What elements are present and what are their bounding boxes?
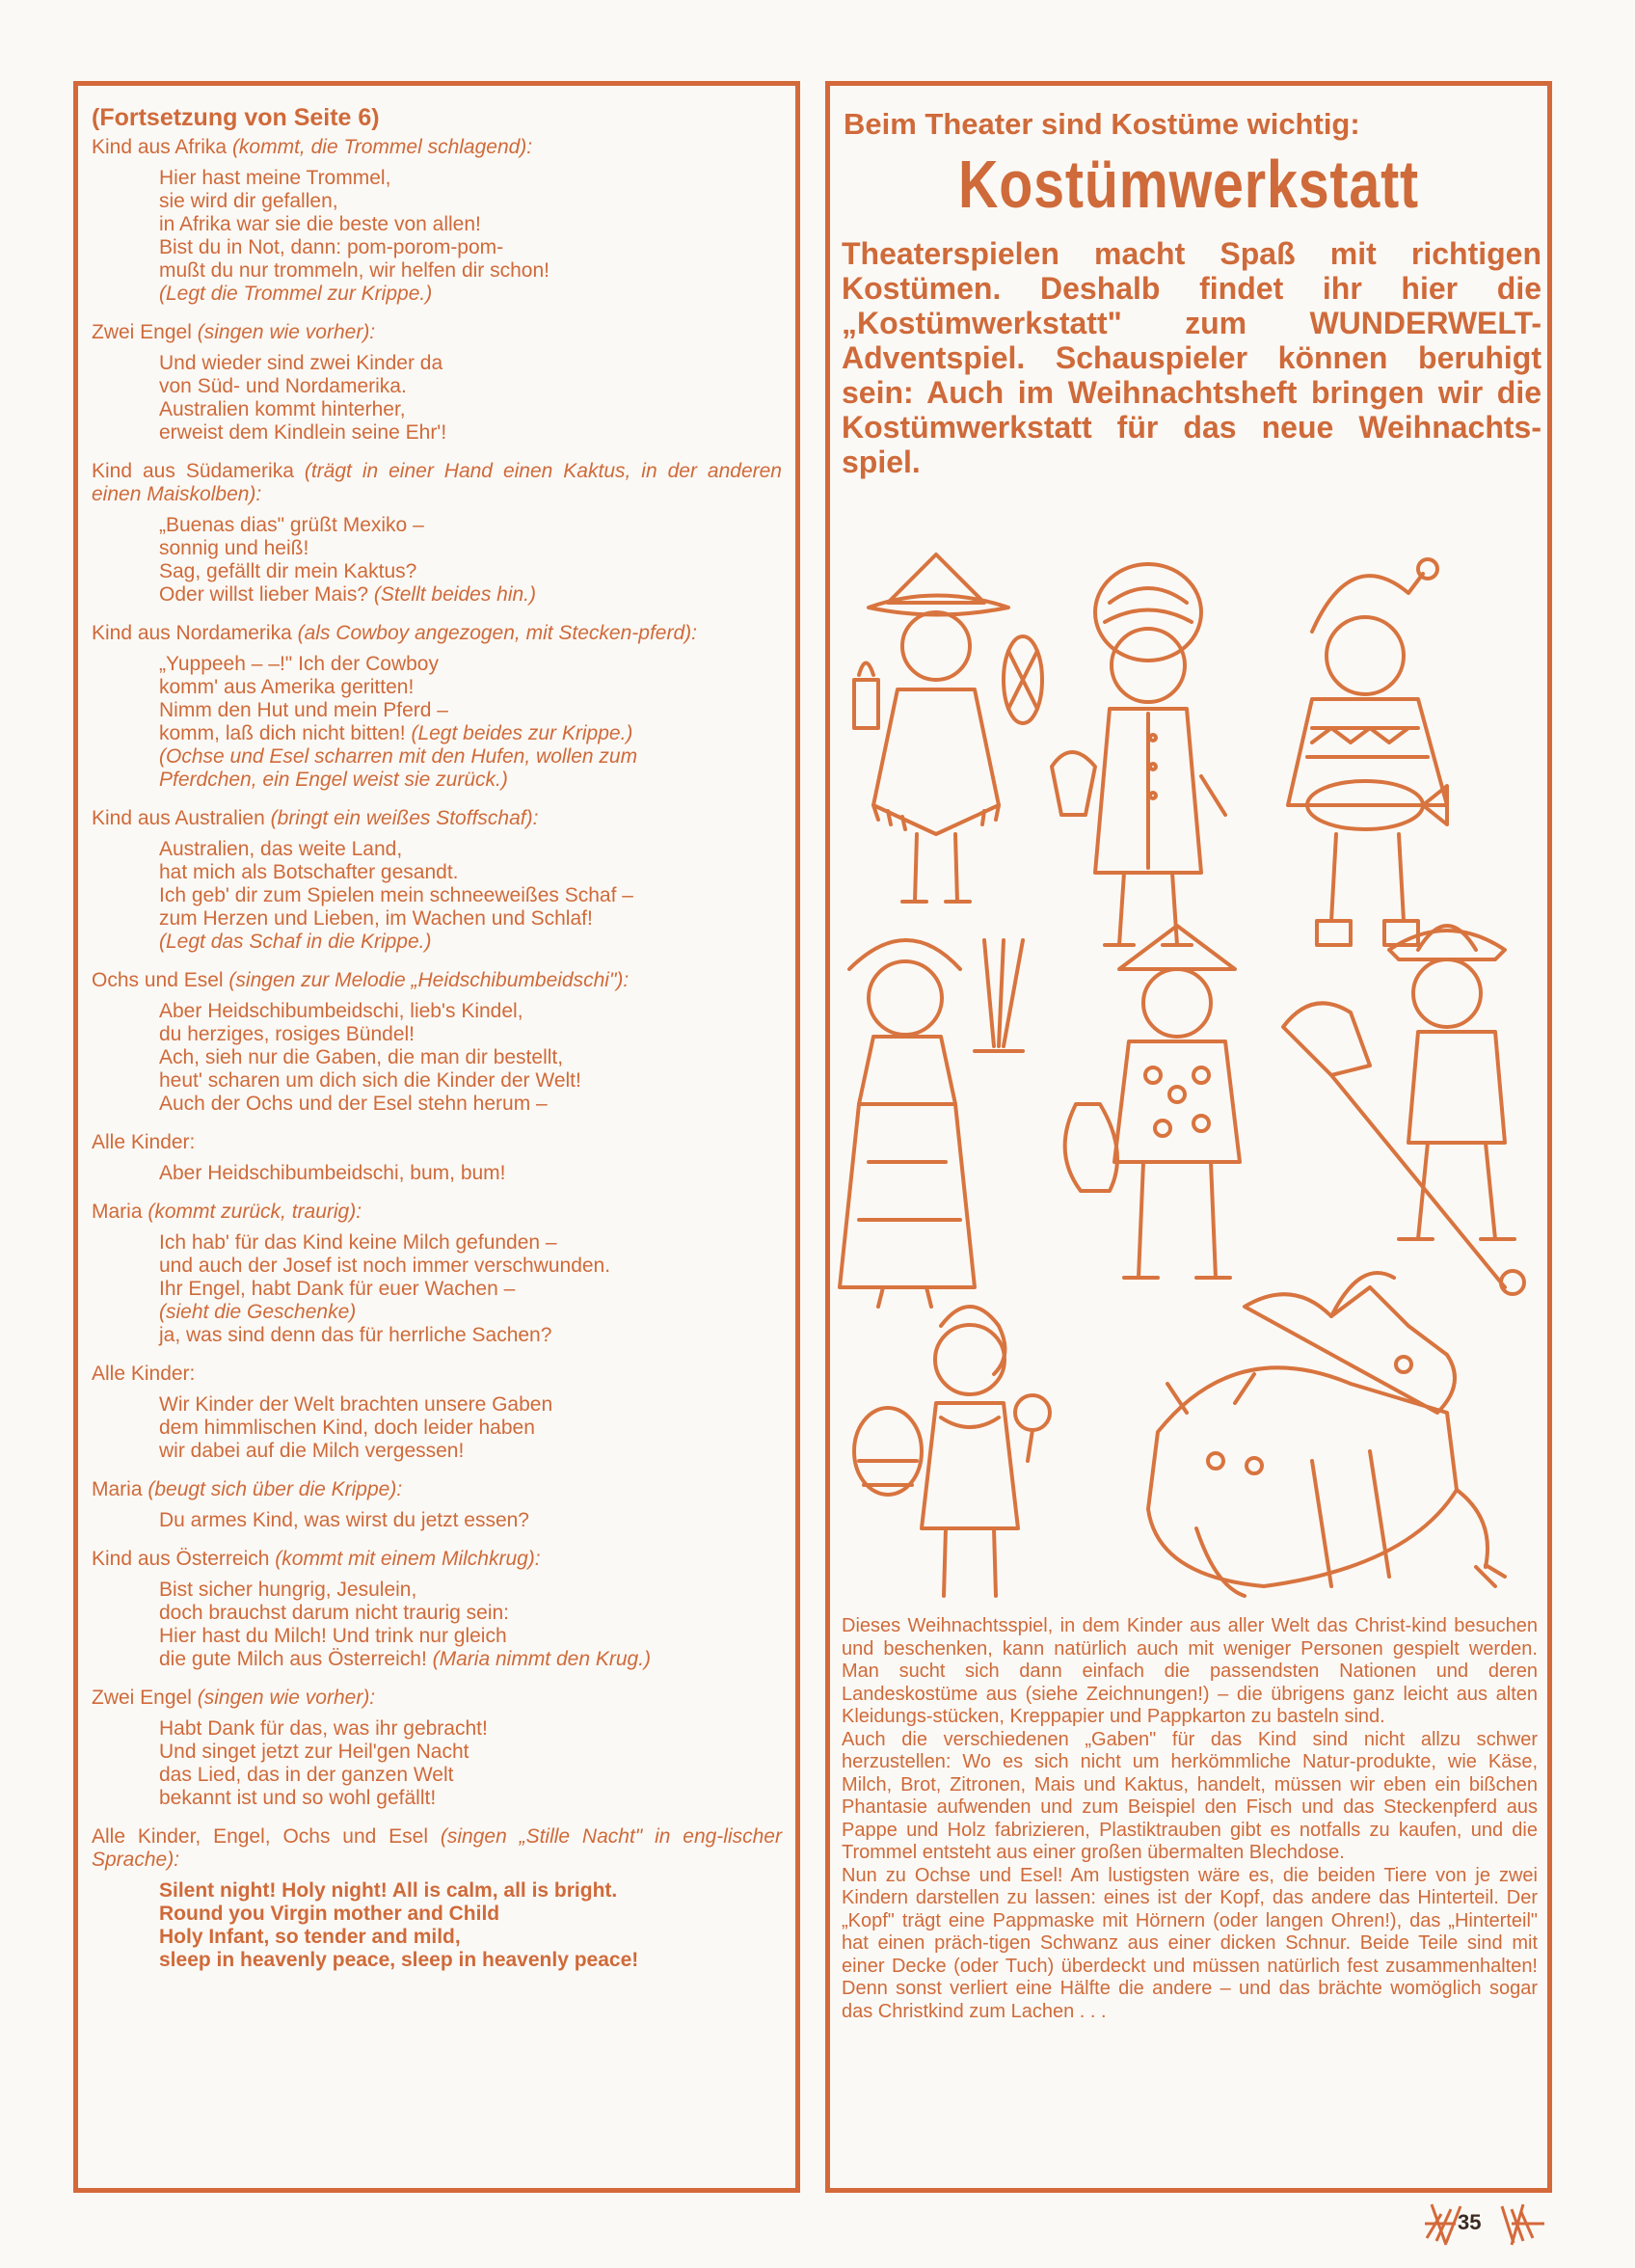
- verse-text: Und wieder sind zwei Kinder da: [159, 352, 443, 374]
- verse-text: (sieht die Geschenke): [159, 1301, 357, 1323]
- inline-stage-direction: (Stellt beides hin.): [373, 583, 537, 606]
- verse-line: [159, 722, 782, 745]
- verse-block: [159, 1162, 782, 1185]
- verse-line: [159, 283, 782, 306]
- speaker-name: Zwei Engel: [92, 1687, 192, 1709]
- verse-text: Ich hab' für das Kind keine Milch gefunden –: [159, 1231, 557, 1254]
- verse-text: Bist du in Not, dann: pom-porom-pom-: [159, 236, 504, 258]
- costume-illustrations: [830, 487, 1547, 1615]
- stage-direction: (singen „Stille Nacht" in eng-lischer Sprache):: [92, 1825, 782, 1871]
- verse-text: zum Herzen und Lieben, im Wachen und Schlaf!: [159, 907, 593, 930]
- verse-line: [159, 1393, 782, 1417]
- verse-text: Ihr Engel, habt Dank für euer Wachen –: [159, 1278, 516, 1300]
- speaker-cue: [92, 460, 782, 506]
- verse-text: Aber Heidschibumbeidschi, lieb's Kindel,: [159, 1000, 523, 1022]
- verse-line: [159, 1162, 782, 1185]
- verse-text: das Lied, das in der ganzen Welt: [159, 1764, 454, 1786]
- verse-block: [159, 167, 782, 306]
- verse-text: dem himmlischen Kind, doch leider haben: [159, 1417, 535, 1439]
- verse-text: hat mich als Botschafter gesandt.: [159, 861, 459, 883]
- article-intro: Theaterspielen macht Spaß mit richtigen Kostümen. Deshalb findet ihr hier die „Kostümwerkstatt" zum WUNDERWELT-Adventspiel. Schauspieler können beruhigt sein: Auch im Weihnachtsheft bringen wir die Kostümwerkstatt für das neue Weihnachts-spiel.: [842, 236, 1541, 479]
- verse-block: [159, 1000, 782, 1116]
- verse-line: [159, 514, 782, 537]
- verse-text: du herziges, rosiges Bündel!: [159, 1023, 415, 1045]
- stage-direction: (singen zur Melodie „Heidschibumbeidschi"):: [228, 969, 630, 991]
- peasant-girl-figure: [840, 940, 1023, 1307]
- stage-direction: (trägt in einer Hand einen Kaktus, in der anderen einen Maiskolben):: [92, 460, 782, 505]
- verse-text: wir dabei auf die Milch vergessen!: [159, 1440, 465, 1462]
- turban-child-figure: [1052, 564, 1225, 945]
- verse-line: [159, 352, 782, 375]
- stage-direction: (kommt mit einem Milchkrug):: [275, 1548, 541, 1570]
- stage-direction: (kommt zurück, traurig):: [147, 1201, 362, 1223]
- verse-line: [159, 375, 782, 398]
- verse-text: (Legt das Schaf in die Krippe.): [159, 931, 432, 953]
- page-number: 35: [1458, 2210, 1482, 2234]
- verse-line: [159, 537, 782, 560]
- stage-direction: (beugt sich über die Krippe):: [147, 1478, 403, 1500]
- page-number-badge: [1417, 2195, 1552, 2253]
- speaker-name: Zwei Engel: [92, 321, 192, 343]
- verse-text: Bist sicher hungrig, Jesulein,: [159, 1579, 417, 1601]
- verse-text: Pferdchen, ein Engel weist sie zurück.): [159, 769, 508, 791]
- speaker-name: Kind aus Nordamerika: [92, 622, 292, 644]
- article-body: [830, 1615, 1547, 2023]
- cowboy-child-figure: [1283, 926, 1524, 1294]
- verse-line: [159, 838, 782, 861]
- verse-block: [159, 653, 782, 792]
- verse-line: [159, 1255, 782, 1278]
- costume-workshop-panel: [825, 81, 1552, 2193]
- verse-line: [159, 699, 782, 722]
- article-paragraph: Nun zu Ochse und Esel! Am lustigsten wäre es, die beiden Tiere von je zwei Kindern darstellen zu lassen: eines ist der Kopf, das andere das Hinterteil. Der „Kopf" trägt eine Pappmaske mit Hörnern (oder langen Ohren!), das „Hinterteil" hat einen präch-tigen Schwanz aus einer dicken Schnur. Beide Teile sind mit einer Decke (oder Tuch) überdeckt und müssen natürlich fest zusammenhalten! Denn sonst verliert eine Hälfte die andere – und das brächte womöglich sogar das Christkind zum Lachen . . .: [842, 1864, 1538, 2022]
- verse-text: doch brauchst darum nicht traurig sein:: [159, 1602, 510, 1624]
- verse-line: [159, 1879, 782, 1903]
- verse-text: sleep in heavenly peace, sleep in heavenly peace!: [159, 1949, 639, 1971]
- speaker-name: Maria: [92, 1201, 143, 1223]
- verse-block: [159, 1879, 782, 1972]
- verse-text: komm' aus Amerika geritten!: [159, 676, 415, 698]
- verse-text: Australien, das weite Land,: [159, 838, 403, 860]
- article-kicker: Beim Theater sind Kostüme wichtig:: [844, 107, 1360, 141]
- speaker-cue: [92, 1548, 782, 1571]
- speaker-cue: [92, 321, 782, 344]
- verse-line: [159, 1000, 782, 1023]
- african-girl-figure: [854, 1307, 1050, 1596]
- verse-line: [159, 1093, 782, 1116]
- verse-line: [159, 1787, 782, 1810]
- verse-line: [159, 583, 782, 607]
- verse-text: Ich geb' dir zum Spielen mein schneeweißes Schaf –: [159, 884, 633, 906]
- article-title: Kostümwerkstatt: [958, 147, 1419, 222]
- verse-line: [159, 398, 782, 421]
- stage-direction: (als Cowboy angezogen, mit Stecken-pferd):: [297, 622, 697, 644]
- verse-text: Oder willst lieber Mais?: [159, 583, 369, 606]
- verse-line: [159, 1648, 782, 1671]
- verse-text: Ach, sieh nur die Gaben, die man dir bestellt,: [159, 1046, 564, 1068]
- verse-line: [159, 1417, 782, 1440]
- speaker-cue: [92, 622, 782, 645]
- stage-direction: (bringt ein weißes Stoffschaf):: [270, 807, 539, 829]
- wreath-icon: [1417, 2195, 1552, 2253]
- verse-text: mußt du nur trommeln, wir helfen dir schon!: [159, 259, 549, 282]
- speaker-name: Kind aus Australien: [92, 807, 265, 829]
- verse-line: [159, 1602, 782, 1625]
- verse-block: [159, 352, 782, 445]
- verse-line: [159, 259, 782, 283]
- verse-line: [159, 421, 782, 445]
- verse-line: [159, 213, 782, 236]
- speaker-cue: [92, 1201, 782, 1224]
- article-paragraph: Auch die verschiedenen „Gaben" für das Kind sind nicht allzu schwer herzustellen: Wo es sich nicht um herkömmliche Natur-produkte, wie Käse, Milch, Brot, Zitronen, Mais und Kaktus, handelt, müssen wir eben ein bißchen Phantasie aufwenden und zum Beispiel den Fisch und das Steckenpferd aus Pappe und Holz fabrizieren, Plastiktrauben gibt es notfalls zu kaufen, und die Trommel entsteht aus einer großen übermalten Blechdose.: [842, 1728, 1538, 1863]
- verse-text: Und singet jetzt zur Heil'gen Nacht: [159, 1741, 469, 1763]
- stage-direction: (singen wie vorher):: [197, 321, 376, 343]
- verse-text: in Afrika war sie die beste von allen!: [159, 213, 481, 235]
- speaker-cue: [92, 807, 782, 830]
- verse-text: Hier hast meine Trommel,: [159, 167, 391, 189]
- speaker-cue: [92, 1687, 782, 1710]
- verse-line: [159, 1023, 782, 1046]
- verse-line: [159, 1278, 782, 1301]
- speaker-cue: [92, 1363, 782, 1386]
- verse-text: „Yuppeeh – –!" Ich der Cowboy: [159, 653, 439, 675]
- verse-text: Aber Heidschibumbeidschi, bum, bum!: [159, 1162, 506, 1184]
- verse-line: [159, 1231, 782, 1255]
- speaker-name: Alle Kinder:: [92, 1363, 196, 1385]
- verse-line: [159, 907, 782, 931]
- continuation-heading: (Fortsetzung von Seite 6): [92, 104, 380, 131]
- verse-line: [159, 1741, 782, 1764]
- verse-line: [159, 1625, 782, 1648]
- verse-line: [159, 1069, 782, 1093]
- verse-line: [159, 769, 782, 792]
- mexican-child-figure: [854, 554, 1042, 902]
- verse-line: [159, 1509, 782, 1532]
- verse-text: (Legt die Trommel zur Krippe.): [159, 283, 433, 305]
- verse-text: Round you Virgin mother and Child: [159, 1903, 500, 1925]
- verse-line: [159, 1926, 782, 1949]
- verse-text: die gute Milch aus Österreich!: [159, 1648, 427, 1670]
- play-script-panel: [73, 81, 800, 2193]
- verse-line: [159, 676, 782, 699]
- speaker-name: Maria: [92, 1478, 143, 1500]
- verse-text: erweist dem Kindlein seine Ehr'!: [159, 421, 447, 444]
- verse-line: [159, 1046, 782, 1069]
- verse-line: [159, 1324, 782, 1347]
- verse-text: Sag, gefällt dir mein Kaktus?: [159, 560, 417, 582]
- verse-line: [159, 1949, 782, 1972]
- speaker-name: Alle Kinder, Engel, Ochs und Esel: [92, 1825, 429, 1848]
- speaker-name: Kind aus Südamerika: [92, 460, 294, 482]
- asian-child-figure: [1065, 926, 1240, 1278]
- verse-line: [159, 1717, 782, 1741]
- verse-text: Du armes Kind, was wirst du jetzt essen?: [159, 1509, 529, 1531]
- verse-block: [159, 1579, 782, 1671]
- speaker-cue: [92, 1825, 782, 1872]
- verse-text: und auch der Josef ist noch immer verschwunden.: [159, 1255, 611, 1277]
- article-paragraph: Dieses Weihnachtsspiel, in dem Kinder aus aller Welt das Christ-kind besuchen und beschenken, kann natürlich auch mit weniger Personen gespielt werden. Man sucht sich dann einfach die passendsten Nationen und deren Landeskostüme aus (siehe Zeichnungen!) – die übrigens ganz leicht aus alten Kleidungs-stücken, Kreppapier und Pappkarton zu basteln sind.: [842, 1615, 1538, 1727]
- verse-line: [159, 884, 782, 907]
- knit-cap-child-figure: [1288, 559, 1447, 945]
- speaker-name: Kind aus Afrika: [92, 136, 228, 158]
- verse-block: [159, 1509, 782, 1532]
- verse-line: [159, 560, 782, 583]
- ox-donkey-costume-figure: [1148, 1273, 1505, 1596]
- speaker-cue: [92, 136, 782, 159]
- speaker-cue: [92, 969, 782, 992]
- stage-direction: (singen wie vorher):: [197, 1687, 376, 1709]
- verse-line: [159, 1301, 782, 1324]
- script-sections: [92, 136, 782, 1972]
- verse-line: [159, 1440, 782, 1463]
- verse-text: Habt Dank für das, was ihr gebracht!: [159, 1717, 488, 1740]
- verse-text: Australien kommt hinterher,: [159, 398, 406, 420]
- verse-block: [159, 1393, 782, 1463]
- verse-text: bekannt ist und so wohl gefällt!: [159, 1787, 437, 1809]
- verse-text: sie wird dir gefallen,: [159, 190, 338, 212]
- verse-block: [159, 1717, 782, 1810]
- inline-stage-direction: (Legt beides zur Krippe.): [411, 722, 633, 744]
- speaker-cue: [92, 1478, 782, 1501]
- verse-text: Hier hast du Milch! Und trink nur gleich: [159, 1625, 507, 1647]
- verse-text: (Ochse und Esel scharren mit den Hufen, wollen zum: [159, 745, 638, 768]
- speaker-name: Kind aus Österreich: [92, 1548, 270, 1570]
- verse-text: Holy Infant, so tender and mild,: [159, 1926, 461, 1948]
- verse-line: [159, 1903, 782, 1926]
- verse-line: [159, 653, 782, 676]
- verse-line: [159, 1764, 782, 1787]
- speaker-name: Ochs und Esel: [92, 969, 224, 991]
- speaker-cue: [92, 1131, 782, 1154]
- verse-line: [159, 236, 782, 259]
- verse-line: [159, 745, 782, 769]
- verse-text: von Süd- und Nordamerika.: [159, 375, 407, 397]
- verse-block: [159, 514, 782, 607]
- verse-line: [159, 1579, 782, 1602]
- verse-block: [159, 838, 782, 954]
- speaker-name: Alle Kinder:: [92, 1131, 196, 1153]
- verse-line: [159, 190, 782, 213]
- verse-text: Auch der Ochs und der Esel stehn herum –: [159, 1093, 548, 1115]
- verse-text: komm, laß dich nicht bitten!: [159, 722, 406, 744]
- verse-text: Wir Kinder der Welt brachten unsere Gaben: [159, 1393, 553, 1416]
- verse-text: sonnig und heiß!: [159, 537, 309, 559]
- verse-text: ja, was sind denn das für herrliche Sachen?: [159, 1324, 552, 1346]
- verse-text: heut' scharen um dich sich die Kinder der Welt!: [159, 1069, 581, 1092]
- verse-block: [159, 1231, 782, 1347]
- verse-text: „Buenas dias" grüßt Mexiko –: [159, 514, 424, 536]
- inline-stage-direction: (Maria nimmt den Krug.): [432, 1648, 652, 1670]
- verse-text: Nimm den Hut und mein Pferd –: [159, 699, 448, 721]
- stage-direction: (kommt, die Trommel schlagend):: [231, 136, 533, 158]
- verse-line: [159, 167, 782, 190]
- verse-text: Silent night! Holy night! All is calm, all is bright.: [159, 1879, 618, 1902]
- verse-line: [159, 861, 782, 884]
- verse-line: [159, 931, 782, 954]
